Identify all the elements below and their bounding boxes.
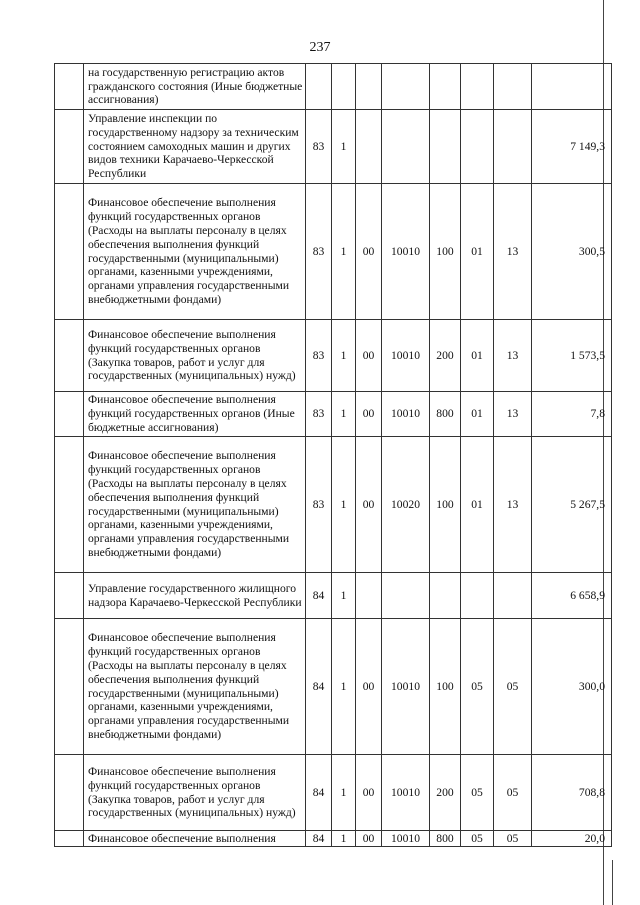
code-cell: 100 (430, 437, 461, 573)
code-cell: 100 (430, 184, 461, 320)
table-row (55, 320, 612, 392)
code-cell: 10010 (382, 755, 430, 831)
table-row (55, 184, 612, 320)
row-number-cell (55, 320, 84, 392)
code-cell: 00 (356, 320, 382, 392)
code-cell: 05 (461, 619, 494, 755)
amount-cell: 20,0 (532, 831, 612, 847)
amount-cell: 1 573,5 (532, 320, 612, 392)
table-row (55, 64, 612, 110)
code-cell: 00 (356, 755, 382, 831)
code-cell: 10010 (382, 392, 430, 437)
item-name-cell: Финансовое обеспечение выполнения функций государственных органов (Закупка товаров, работ и услуг для государственных (муниципальных) нужд) (84, 755, 306, 831)
amount-cell: 5 267,5 (532, 437, 612, 573)
amount-cell: 7 149,3 (532, 110, 612, 184)
code-cell: 1 (332, 184, 356, 320)
row-number-cell (55, 831, 84, 847)
code-cell (430, 64, 461, 110)
code-cell: 13 (494, 320, 532, 392)
code-cell: 00 (356, 184, 382, 320)
item-name-cell: Управление государственного жилищного надзора Карачаево-Черкесской Республики (84, 573, 306, 619)
table-row (55, 573, 612, 619)
code-cell (461, 573, 494, 619)
code-cell: 200 (430, 755, 461, 831)
code-cell: 84 (306, 831, 332, 847)
code-cell: 84 (306, 573, 332, 619)
code-cell: 13 (494, 184, 532, 320)
amount-cell: 300,5 (532, 184, 612, 320)
code-cell: 10010 (382, 619, 430, 755)
row-number-cell (55, 110, 84, 184)
code-cell: 05 (494, 755, 532, 831)
page-number: 237 (309, 40, 331, 55)
code-cell: 10010 (382, 320, 430, 392)
code-cell (494, 110, 532, 184)
table-row (55, 392, 612, 437)
code-cell: 84 (306, 755, 332, 831)
code-cell: 1 (332, 320, 356, 392)
code-cell (382, 110, 430, 184)
code-cell: 00 (356, 619, 382, 755)
table-row (55, 437, 612, 573)
row-number-cell (55, 64, 84, 110)
code-cell (306, 64, 332, 110)
amount-cell: 708,8 (532, 755, 612, 831)
amount-cell: 300,0 (532, 619, 612, 755)
code-cell: 84 (306, 619, 332, 755)
budget-table (54, 63, 612, 847)
code-cell (494, 64, 532, 110)
code-cell (461, 64, 494, 110)
code-cell (356, 64, 382, 110)
code-cell: 13 (494, 392, 532, 437)
row-number-cell (55, 184, 84, 320)
row-number-cell (55, 619, 84, 755)
code-cell: 100 (430, 619, 461, 755)
code-cell (430, 110, 461, 184)
code-cell: 83 (306, 437, 332, 573)
code-cell: 83 (306, 110, 332, 184)
table-row (55, 755, 612, 831)
code-cell: 10010 (382, 831, 430, 847)
code-cell: 800 (430, 392, 461, 437)
amount-cell (532, 64, 612, 110)
code-cell: 1 (332, 755, 356, 831)
code-cell: 05 (461, 831, 494, 847)
code-cell (382, 64, 430, 110)
code-cell (461, 110, 494, 184)
code-cell: 83 (306, 392, 332, 437)
code-cell: 1 (332, 573, 356, 619)
code-cell: 01 (461, 392, 494, 437)
code-cell: 83 (306, 184, 332, 320)
code-cell: 01 (461, 184, 494, 320)
table-row (55, 110, 612, 184)
table-row (55, 619, 612, 755)
code-cell: 05 (494, 831, 532, 847)
code-cell: 10020 (382, 437, 430, 573)
code-cell (494, 573, 532, 619)
item-name-cell: на государственную регистрацию актов гражданского состояния (Иные бюджетные ассигнования) (84, 64, 306, 110)
code-cell: 00 (356, 392, 382, 437)
code-cell: 200 (430, 320, 461, 392)
code-cell: 800 (430, 831, 461, 847)
code-cell (332, 64, 356, 110)
code-cell: 1 (332, 437, 356, 573)
code-cell: 00 (356, 831, 382, 847)
code-cell: 1 (332, 831, 356, 847)
item-name-cell: Финансовое обеспечение выполнения функций государственных органов (Расходы на выплаты персоналу в целях обеспечения выполнения функций государственными (муниципальными) органами, казенными учреждениями, органами управления государственными внебюджетными фондами) (84, 184, 306, 320)
row-number-cell (55, 755, 84, 831)
row-number-cell (55, 437, 84, 573)
code-cell: 1 (332, 619, 356, 755)
code-cell (430, 573, 461, 619)
code-cell: 01 (461, 437, 494, 573)
item-name-cell: Финансовое обеспечение выполнения (84, 831, 306, 847)
code-cell: 1 (332, 110, 356, 184)
amount-cell: 6 658,9 (532, 573, 612, 619)
code-cell: 13 (494, 437, 532, 573)
code-cell (356, 573, 382, 619)
row-number-cell (55, 573, 84, 619)
code-cell: 05 (494, 619, 532, 755)
code-cell: 83 (306, 320, 332, 392)
item-name-cell: Финансовое обеспечение выполнения функций государственных органов (Иные бюджетные ассигнования) (84, 392, 306, 437)
page-edge-line (612, 860, 613, 905)
code-cell: 1 (332, 392, 356, 437)
item-name-cell: Управление инспекции по государственному надзору за техническим состоянием самоходных машин и других видов техники Карачаево-Черкесской Республики (84, 110, 306, 184)
item-name-cell: Финансовое обеспечение выполнения функций государственных органов (Расходы на выплаты персоналу в целях обеспечения выполнения функций государственными (муниципальными) органами, казенными учреждениями, органами управления государственными внебюджетными фондами) (84, 437, 306, 573)
item-name-cell: Финансовое обеспечение выполнения функций государственных органов (Закупка товаров, работ и услуг для государственных (муниципальных) нужд) (84, 320, 306, 392)
code-cell: 00 (356, 437, 382, 573)
code-cell (382, 573, 430, 619)
table-row (55, 831, 612, 847)
amount-cell: 7,8 (532, 392, 612, 437)
code-cell: 01 (461, 320, 494, 392)
row-number-cell (55, 392, 84, 437)
code-cell: 05 (461, 755, 494, 831)
item-name-cell: Финансовое обеспечение выполнения функций государственных органов (Расходы на выплаты персоналу в целях обеспечения выполнения функций государственными (муниципальными) органами, казенными учреждениями, органами управления государственными внебюджетными фондами) (84, 619, 306, 755)
code-cell (356, 110, 382, 184)
code-cell: 10010 (382, 184, 430, 320)
